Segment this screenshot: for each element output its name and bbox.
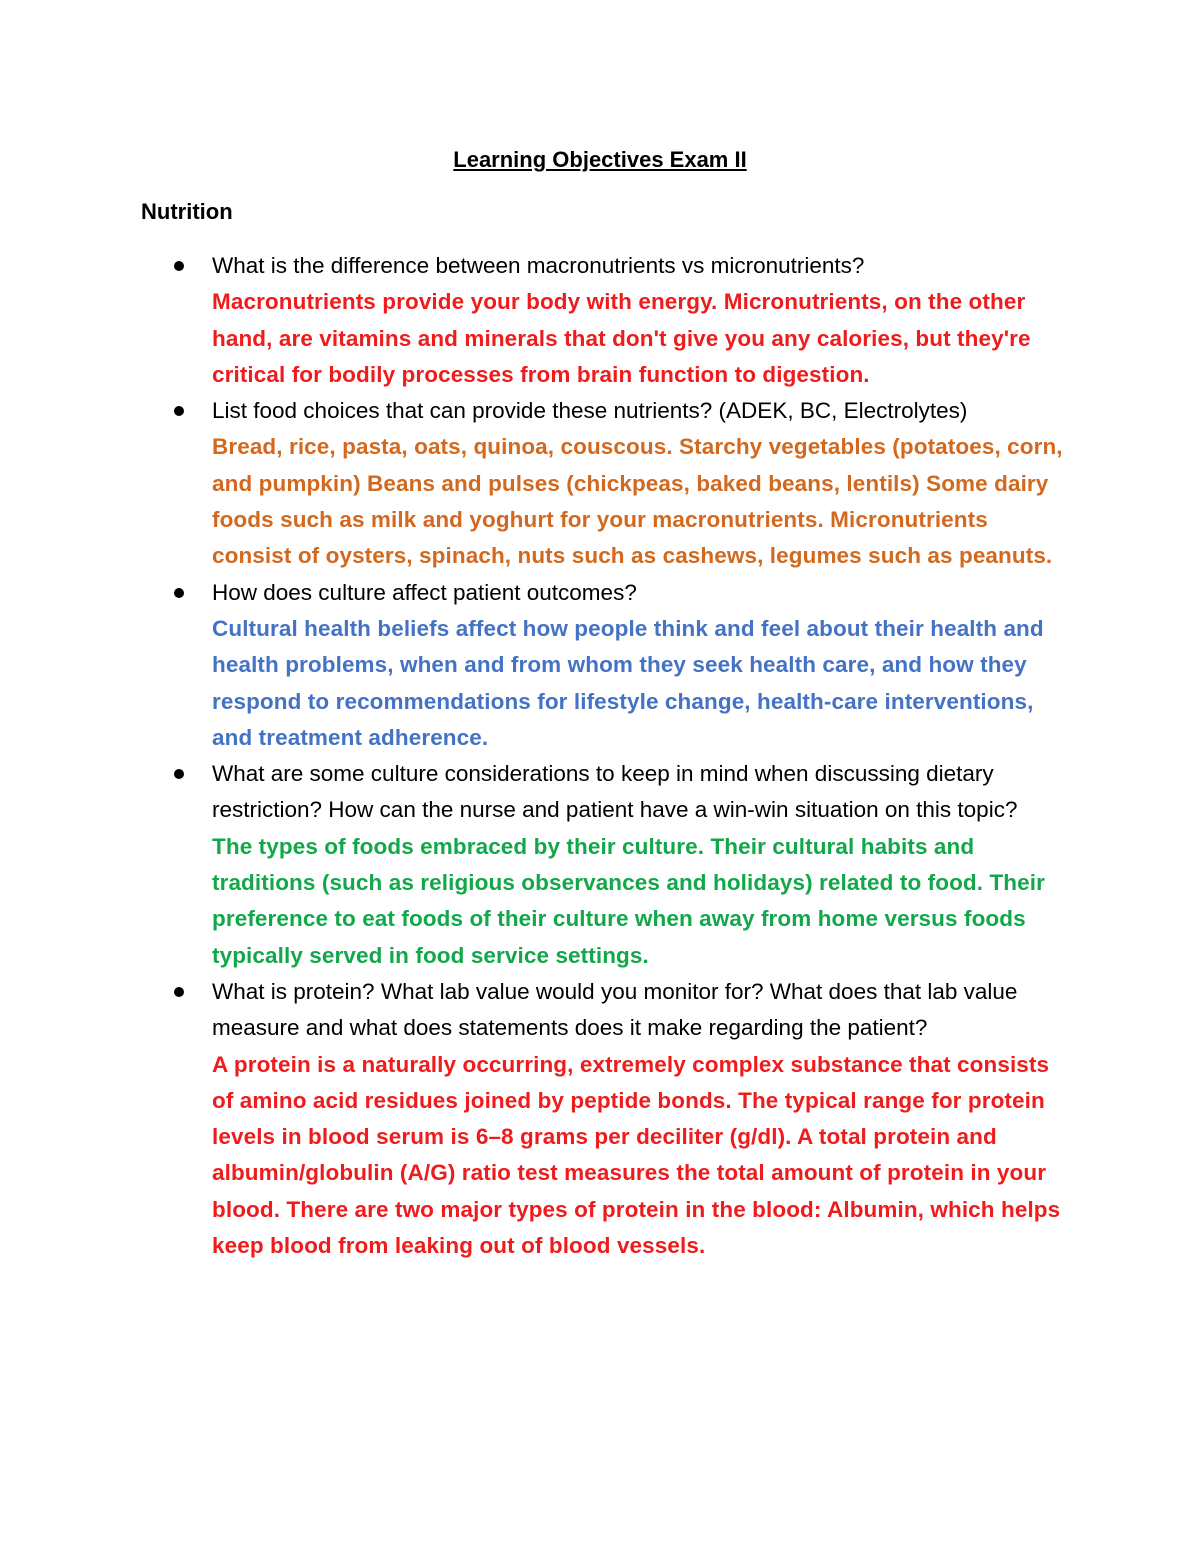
list-item <box>0 974 1200 1264</box>
bullet-icon <box>174 987 184 997</box>
answer-text: Macronutrients provide your body with energy. Micronutrients, on the other hand, are vitamins and minerals that don't give you any calories, but they're critical for bodily processes from brain function to digestion. <box>212 289 1031 387</box>
bullet-icon <box>174 406 184 416</box>
objectives-list <box>0 248 1200 1264</box>
list-item <box>0 756 1200 974</box>
bullet-icon <box>174 588 184 598</box>
bullet-icon <box>174 769 184 779</box>
question-text: List food choices that can provide these nutrients? (ADEK, BC, Electrolytes) <box>212 398 968 424</box>
document-title: Learning Objectives Exam II <box>453 147 747 172</box>
question-text: How does culture affect patient outcomes? <box>212 579 637 605</box>
answer-text: A protein is a naturally occurring, extremely complex substance that consists of amino acid residues joined by peptide bonds. The typical range for protein levels in blood serum is 6–8 grams per deciliter (g/dl). A total protein and albumin/globulin (A/G) ratio test measures the total amount of protein in your blood. There are two major types of protein in the blood: Albumin, which helps keep blood from leaking out of blood vessels. <box>212 1051 1061 1259</box>
list-item <box>0 248 1200 393</box>
question-text: What is protein? What lab value would you monitor for? What does that lab value measure and what does statements does it make regarding the patient? <box>212 978 1018 1041</box>
answer-text: Cultural health beliefs affect how people think and feel about their health and health problems, when and from whom they seek health care, and how they respond to recommendations for lifestyle change, health-care interventions, and treatment adherence. <box>212 615 1044 750</box>
answer-text: Bread, rice, pasta, oats, quinoa, couscous. Starchy vegetables (potatoes, corn, and pumpkin) Beans and pulses (chickpeas, baked beans, lentils) Some dairy foods such as milk and yoghurt for your macronutrients. Micronutrients consist of oysters, spinach, nuts such as cashews, legumes such as peanuts. <box>212 434 1063 569</box>
list-item <box>0 575 1200 756</box>
question-text: What are some culture considerations to keep in mind when discussing dietary restriction? How can the nurse and patient have a win-win situation on this topic? <box>212 761 1018 823</box>
section-heading: Nutrition <box>141 199 233 224</box>
answer-text: The types of foods embraced by their culture. Their cultural habits and traditions (such as religious observances and holidays) related to food. Their preference to eat foods of their culture when away from home versus foods typically served in food service settings. <box>212 833 1045 968</box>
bullet-icon <box>174 261 184 271</box>
question-text: What is the difference between macronutrients vs micronutrients? <box>212 253 865 278</box>
list-item <box>0 393 1200 574</box>
